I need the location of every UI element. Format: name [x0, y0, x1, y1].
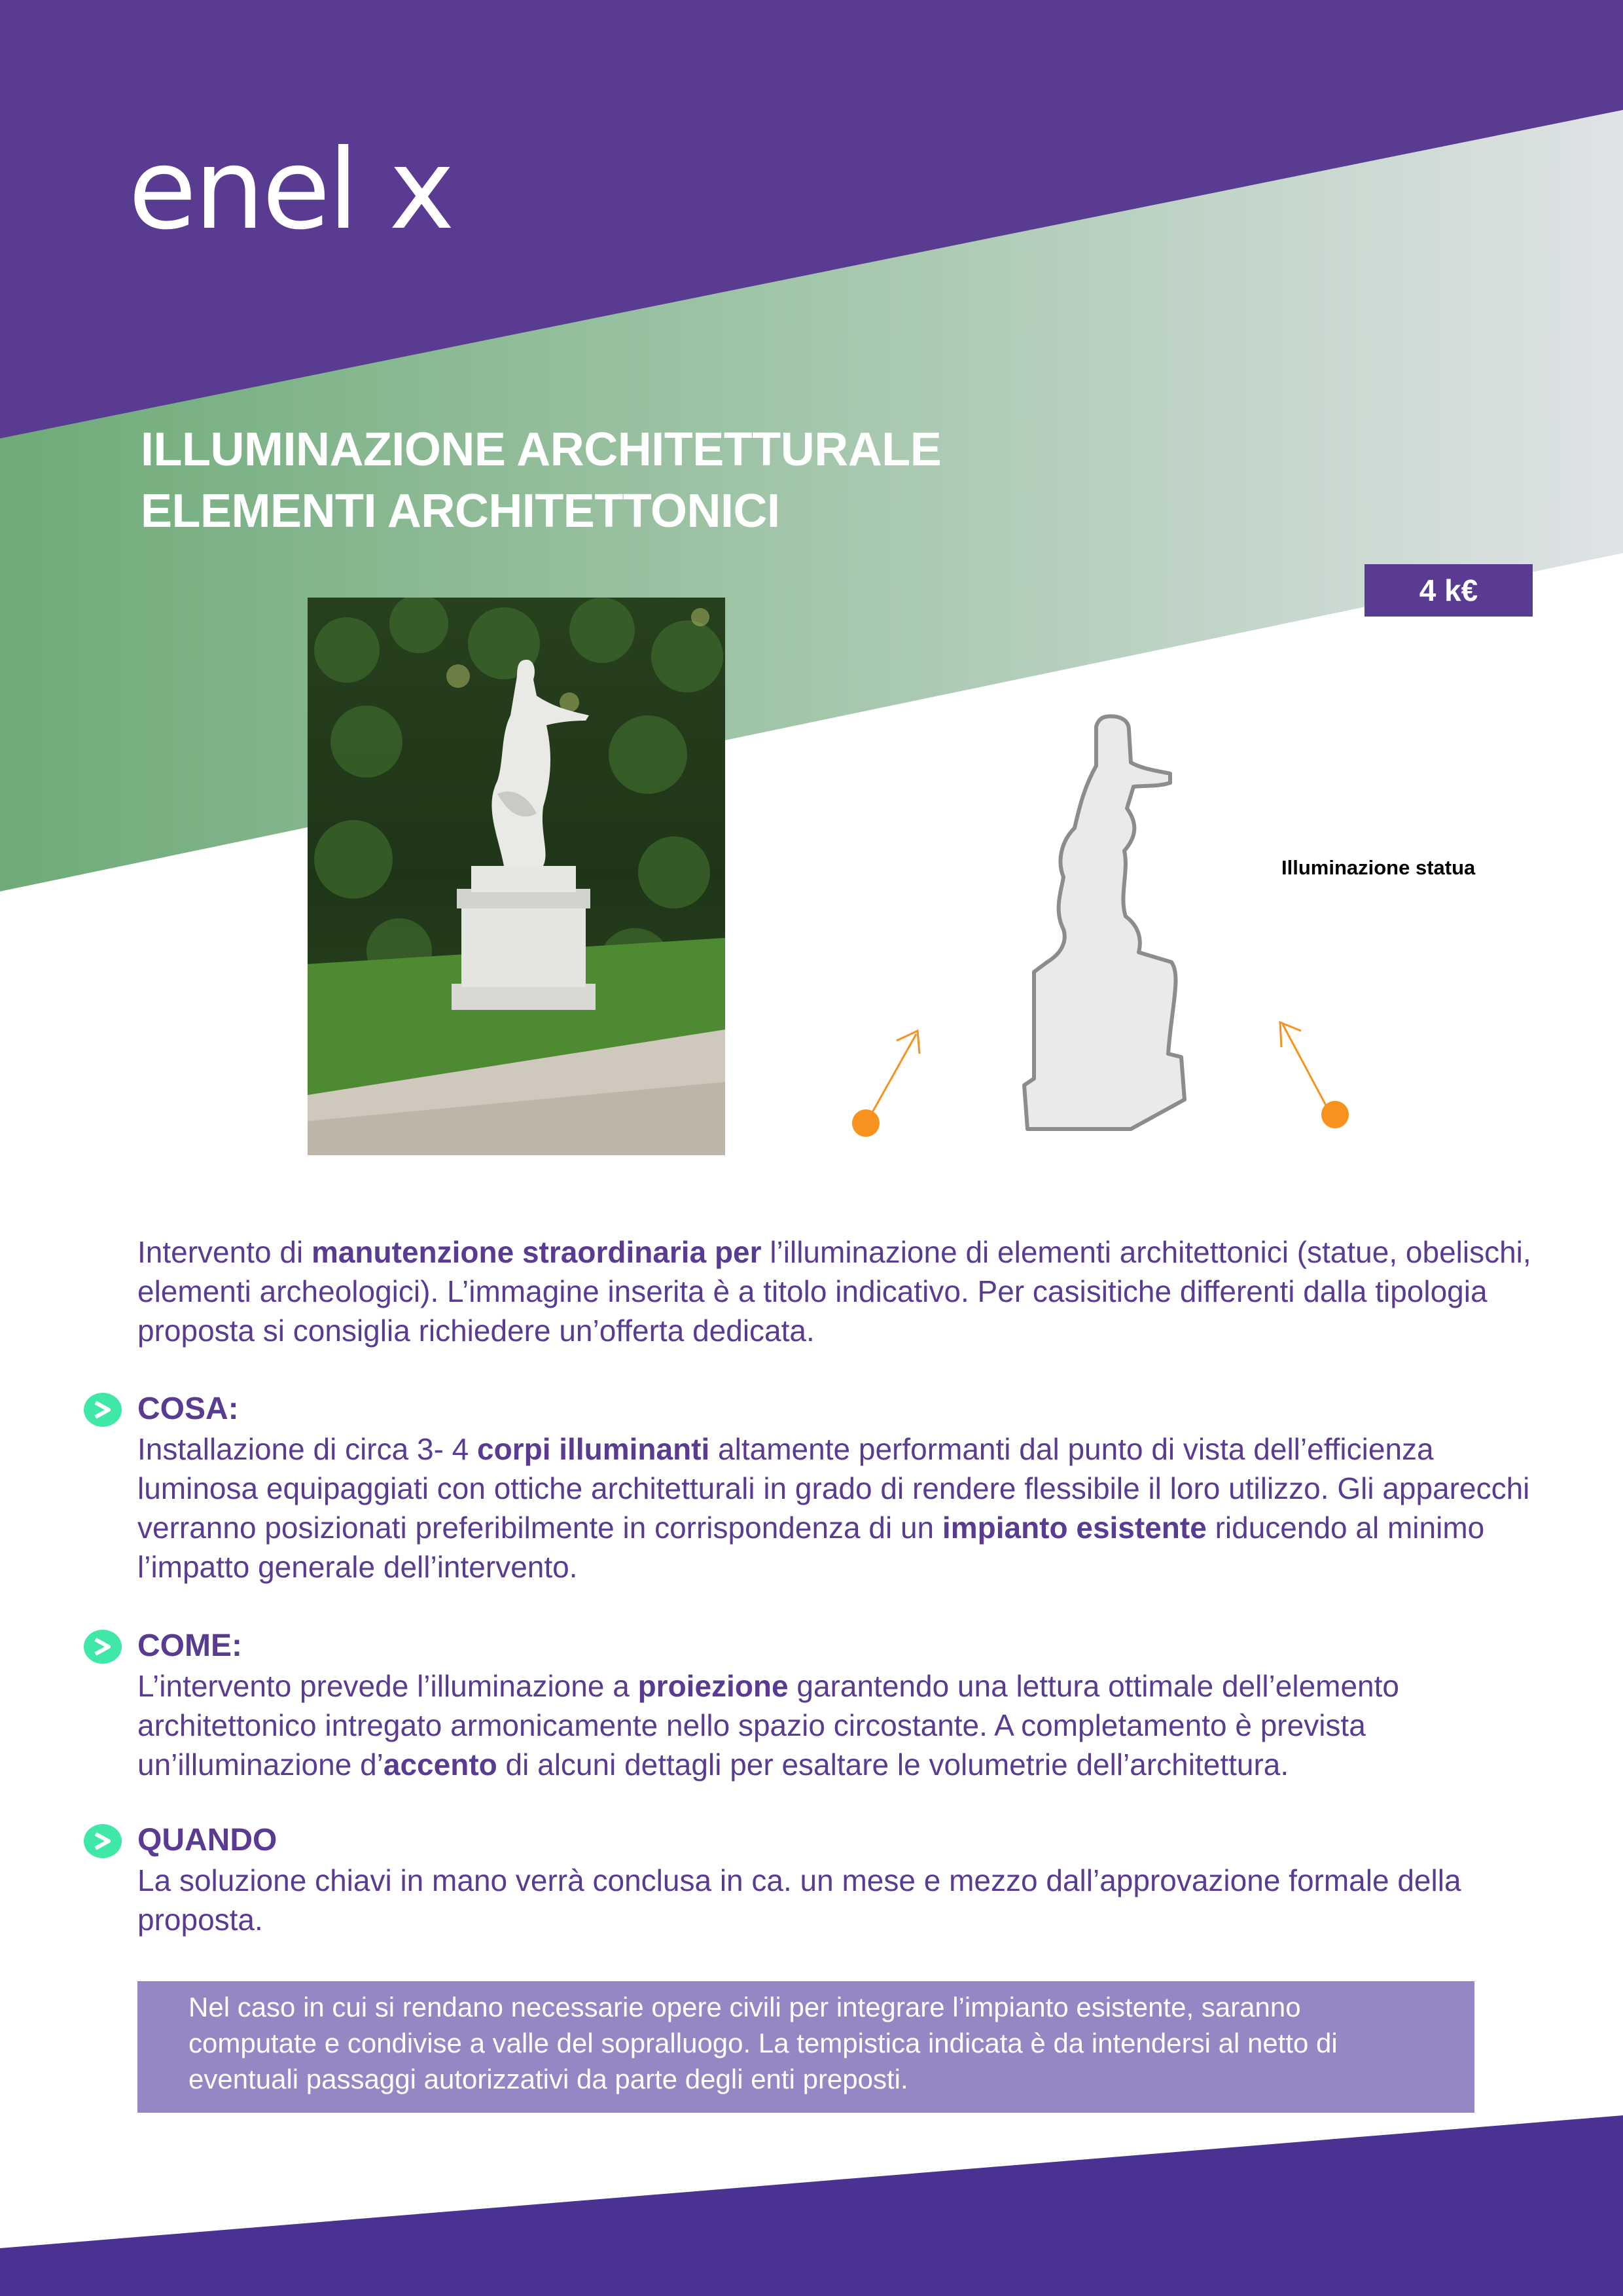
section-cosa — [82, 1389, 1541, 1587]
arrow-bullet-icon — [84, 1824, 122, 1858]
intro-paragraph — [137, 1232, 1538, 1350]
footer-purple — [0, 2115, 1623, 2296]
intro-text-2: l’illuminazione di elementi architettonici (statue, obelischi, elementi archeologici). L’immagine inserita è a titolo indicativo. Per casisitiche differenti dalla tipologia proposta si consiglia richiedere un’offerta dedicata. — [137, 1235, 1531, 1348]
come-bold-2: accento — [383, 1748, 497, 1782]
arrow-bullet-icon — [84, 1393, 122, 1427]
price-badge: 4 k€ — [1364, 564, 1533, 617]
section-heading — [82, 1389, 1541, 1429]
cosa-bold-2: impianto esistente — [942, 1511, 1207, 1545]
cosa-text-1: Installazione di circa 3- 4 — [137, 1432, 478, 1466]
title-line-1: ILLUMINAZIONE ARCHITETTURALE — [141, 423, 942, 476]
light-fixture-right — [1321, 1101, 1349, 1128]
section-heading — [82, 1820, 1541, 1861]
quando-text: La soluzione chiavi in mano verrà conclusa in ca. un mese e mezzo dall’approvazione formale della proposta. — [137, 1863, 1461, 1937]
page-title — [141, 419, 1253, 542]
statue-photo — [308, 598, 725, 1155]
quando-heading: QUANDO — [137, 1823, 277, 1857]
section-body — [82, 1429, 1541, 1587]
come-heading: COME: — [137, 1628, 242, 1663]
come-text-2: garantendo una lettura ottimale dell’elemento architettonico intregato armonicamente nello spazio circostante. A completamento è prevista un’illuminazione d’ — [137, 1669, 1399, 1782]
svg-text:enel x: enel x — [128, 144, 452, 242]
section-heading — [82, 1626, 1541, 1666]
lighting-diagram — [831, 700, 1433, 1172]
come-bold-1: proiezione — [637, 1669, 789, 1703]
cosa-text-2: altamente performanti dal punto di vista dell’efficienza luminosa equipaggiati con ottiche architetturali in grado di rendere flessibile il loro utilizzo. Gli apparecchi verranno posizionati preferibilmente in corrispondenza di un — [137, 1432, 1530, 1545]
cosa-bold-1: corpi illuminanti — [477, 1432, 710, 1466]
come-text-1: L’intervento prevede l’illuminazione a — [137, 1669, 638, 1703]
section-come — [82, 1626, 1541, 1784]
diagram-label: Illuminazione statua — [1281, 856, 1476, 879]
cosa-heading: COSA: — [137, 1391, 239, 1426]
come-text-3: di alcuni dettagli per esaltare le volumetrie dell’architettura. — [497, 1748, 1289, 1782]
title-line-2: ELEMENTI ARCHITETTONICI — [141, 485, 780, 537]
enel-x-logo — [128, 144, 554, 242]
arrow-bullet-icon — [84, 1630, 122, 1664]
section-body — [82, 1666, 1541, 1784]
light-fixture-left — [852, 1109, 880, 1137]
intro-text-1: Intervento di — [137, 1235, 312, 1269]
section-quando — [82, 1820, 1541, 1939]
cosa-text-3: riducendo al minimo l’impatto generale dell’intervento. — [137, 1511, 1485, 1584]
intro-bold-1: manutenzione straordinaria per — [311, 1235, 762, 1269]
note-box: Nel caso in cui si rendano necessarie opere civili per integrare l’impianto esistente, saranno computate e condivise a valle del sopralluogo. La tempistica indicata è da intendersi al netto di eventuali passaggi autorizzativi da parte degli enti preposti. — [137, 1981, 1474, 2113]
statue-silhouette — [1024, 716, 1185, 1129]
